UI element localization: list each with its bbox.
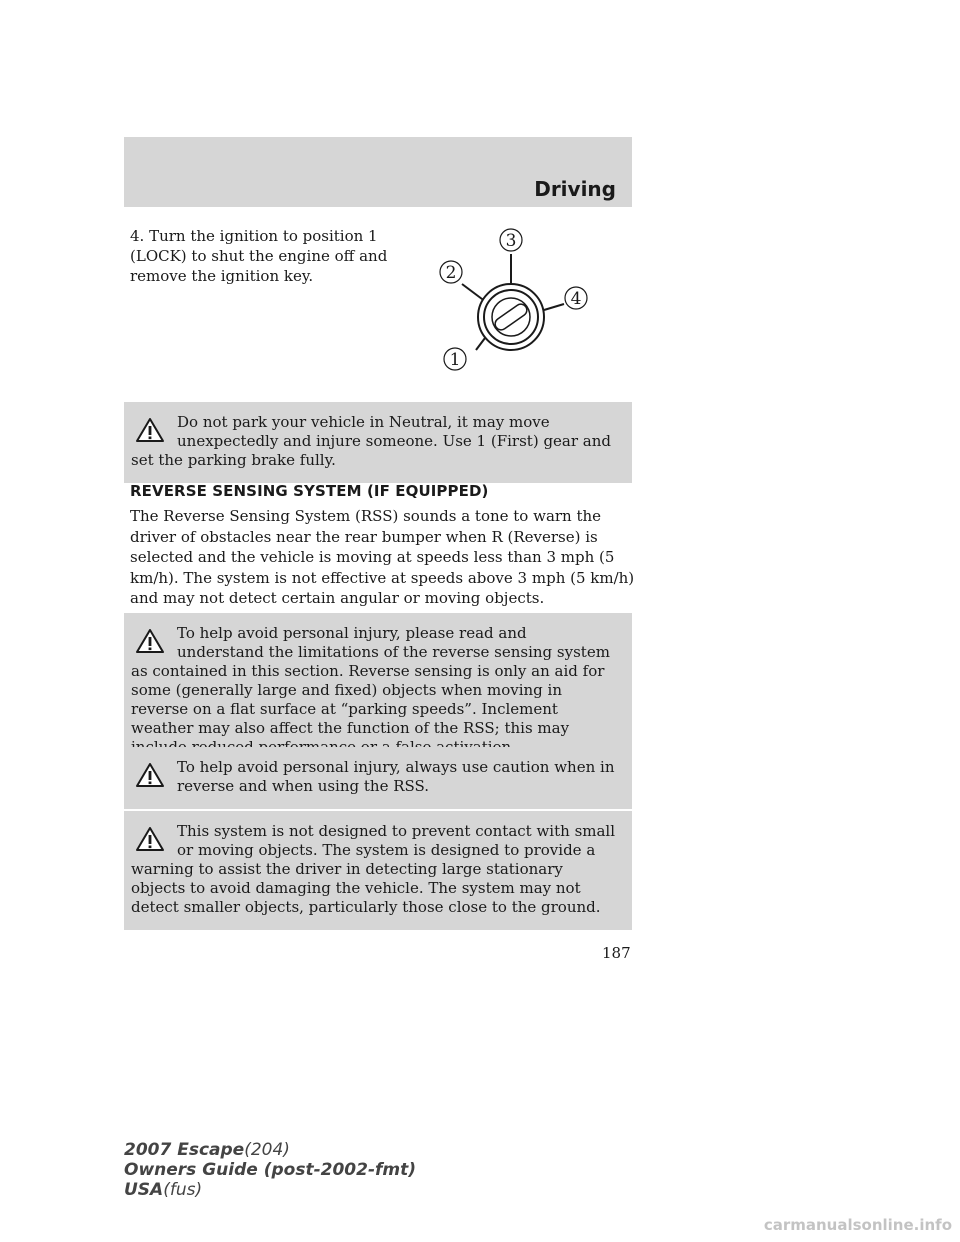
- section-heading: REVERSE SENSING SYSTEM (IF EQUIPPED): [130, 482, 489, 500]
- position-label-2: 2: [445, 263, 457, 283]
- footer-model-code: (204): [244, 1140, 290, 1160]
- warning-triangle-icon: [135, 628, 165, 654]
- warning-box-caution: [124, 747, 632, 809]
- footer-market-code: (fus): [163, 1180, 203, 1200]
- warning-text: To help avoid personal injury, always use caution when in reverse and when using the RSS.: [177, 758, 615, 795]
- rss-description: The Reverse Sensing System (RSS) sounds a tone to warn the driver of obstacles near the rear bumper when R (Reverse) is selected and the vehicle is moving at speeds less than 3 mph (5 km/h). The system is not effective at speeds above 3 mph (5 km/h) and may not detect certain angular or moving objects.: [130, 507, 635, 607]
- warning-text: This system is not designed to prevent contact with small or moving objects. The system is designed to provide a warning to assist the driver in detecting large stationary objects to avoid damaging the vehicle. The system may not detect smaller objects, particularly those close to the ground.: [131, 822, 616, 916]
- warning-box-small-objects: [124, 811, 632, 930]
- ignition-position-diagram: [424, 222, 602, 380]
- warning-text: Do not park your vehicle in Neutral, it may move unexpectedly and injure someone. Use 1 (First) gear and set the parking brake fully.: [131, 413, 612, 469]
- section-title: Driving: [534, 177, 616, 201]
- warning-text: To help avoid personal injury, please read and understand the limitations of the reverse sensing system as contained in this section. Reverse sensing is only an aid for some (generally large and fixed) objects when moving in reverse on a flat surface at “parking speeds”. Inclement weather may also affect the function of the RSS; this may: [131, 624, 610, 737]
- warning-triangle-icon: [135, 762, 165, 788]
- watermark-link[interactable]: carmanualsonline.info: [763, 1216, 952, 1234]
- document-footer: [124, 1140, 416, 1200]
- footer-model: 2007 Escape: [124, 1140, 245, 1160]
- warning-box-neutral: [124, 402, 632, 483]
- warning-triangle-icon: [135, 826, 165, 852]
- page-number: 187: [602, 944, 631, 962]
- step-4-text: 4. Turn the ignition to position 1 (LOCK) to shut the engine off and remove the ignition key.: [130, 227, 388, 285]
- position-label-4: 4: [570, 289, 582, 309]
- footer-market: USA: [124, 1180, 164, 1200]
- warning-triangle-icon: [135, 417, 165, 443]
- section-header-bar: [124, 137, 632, 207]
- position-label-3: 3: [505, 231, 517, 251]
- position-label-1: 1: [449, 350, 461, 370]
- footer-guide: Owners Guide (post-2002-fmt): [124, 1160, 417, 1180]
